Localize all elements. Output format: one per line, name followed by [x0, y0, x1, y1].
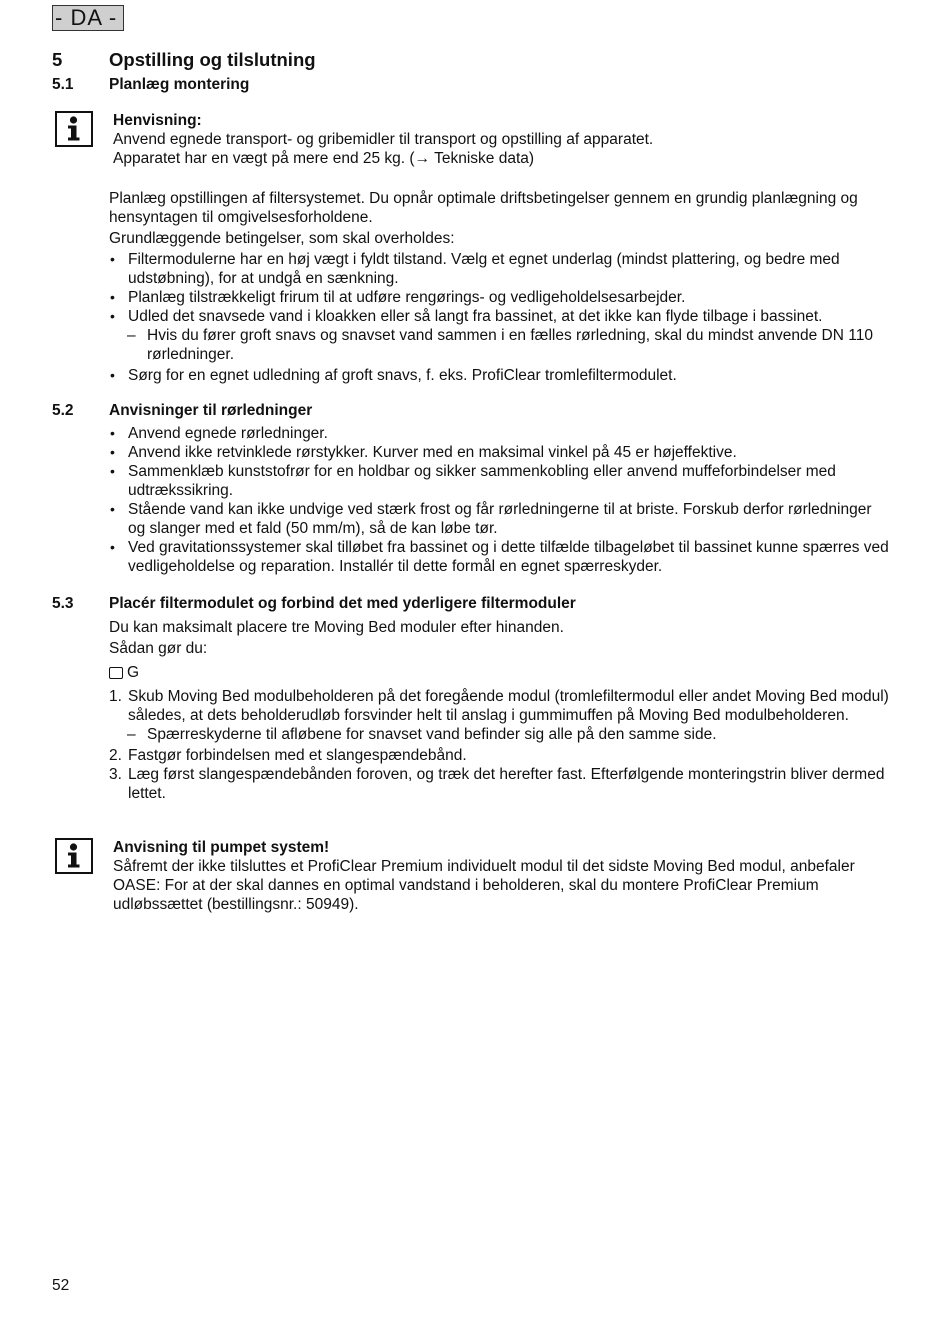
language-tag: - DA -	[52, 5, 124, 31]
note-text: Såfremt der ikke tilsluttes et ProfiClear Premium individuelt modul til det sidste Moving Bed modul, anbefaler OASE: For at der skal dannes en optimal vandstand i beholderen, skal du montere ProfiClear Premium udløbssættet (bestillingsnr.: 50949).	[113, 858, 855, 913]
pipe-guidelines-list	[109, 424, 889, 576]
conditions-list-cont	[109, 366, 889, 385]
note-title: Anvisning til pumpet system!	[113, 839, 330, 856]
pumped-system-note	[113, 838, 883, 914]
step-item	[109, 765, 889, 803]
sub-list-item	[109, 326, 889, 364]
dash-marker: –	[127, 327, 136, 344]
figure-label: G	[127, 664, 140, 681]
sub-step	[109, 725, 889, 744]
note-line: Apparatet har en vægt på mere end 25 kg. (→ Tekniske data)	[113, 150, 535, 167]
list-item: • Filtermodulerne har en høj vægt i fyldt tilstand. Vælg et egnet underlag (mindst plattering, og bedre med udstøbning), for at undgå en sænkning.	[109, 250, 889, 288]
info-icon	[55, 111, 93, 147]
mounting-note	[113, 111, 883, 168]
figure-reference	[109, 663, 889, 682]
step-number: 2.	[109, 747, 122, 764]
info-icon	[55, 838, 93, 874]
step-item	[109, 687, 889, 725]
list-item: • Sørg for en egnet udledning af groft snavs, f. eks. ProfiClear tromlefiltermodulet.	[109, 366, 889, 385]
step-text: Skub Moving Bed modulbeholderen på det foregående modul (tromlefiltermodul eller andet Moving Bed modul) således, at dets beholderudløb forsvinder helt til anslag i gummimuffen på Moving Bed modulbeholderen.	[128, 688, 889, 724]
section-title: Opstilling og tilslutning	[109, 49, 316, 70]
list-item: • Stående vand kan ikke undvige ved stærk frost og får rørledningerne til at briste. Forskub derfor rørledninger og slanger med et fald (50 mm/m), så de kan løbe tør.	[109, 500, 889, 538]
list-item: • Ved gravitationssystemer skal tilløbet fra bassinet og i dette tilfælde tilbageløbet til bassinet kunne spærres ved vedligeholdelse og reparation. Installér til dette formål en egnet spærreskyder.	[109, 538, 889, 576]
subsection-number-5-2: 5.2	[52, 402, 74, 419]
step-number: 3.	[109, 766, 122, 783]
subsection-title-5-2: Anvisninger til rørledninger	[109, 402, 313, 419]
paragraph: Sådan gør du:	[109, 640, 208, 657]
sub-step-text: Spærreskyderne til afløbene for snavset vand befinder sig alle på den samme side.	[147, 726, 717, 743]
dash-marker: –	[127, 726, 136, 743]
subsection-title-5-1: Planlæg montering	[109, 76, 250, 93]
sub-list-text: Hvis du fører groft snavs og snavset vand sammen i en fælles rørledning, skal du mindst anvende DN 110 rørledninger.	[147, 327, 873, 363]
list-item: • Anvend egnede rørledninger.	[109, 424, 889, 443]
section-5-1-body	[109, 189, 889, 385]
step-item	[109, 746, 889, 765]
subsection-number-5-3: 5.3	[52, 595, 74, 612]
list-item: • Planlæg tilstrækkeligt frirum til at udføre rengørings- og vedligeholdelsesarbejder.	[109, 288, 889, 307]
subsection-number-5-1: 5.1	[52, 76, 74, 93]
paragraph: Planlæg opstillingen af filtersystemet. Du opnår optimale driftsbetingelser gennem en grundig planlægning og hensyntagen til omgivelsesforholdene.	[109, 190, 858, 226]
subsection-title-5-3: Placér filtermodulet og forbind det med yderligere filtermoduler	[109, 595, 576, 612]
paragraph: Grundlæggende betingelser, som skal overholdes:	[109, 230, 455, 247]
note-line: Anvend egnede transport- og gribemidler til transport og opstilling af apparatet.	[113, 131, 654, 148]
figure-box-icon	[109, 667, 123, 679]
note-title: Henvisning:	[113, 112, 202, 129]
section-number: 5	[52, 49, 63, 70]
list-item: • Anvend ikke retvinklede rørstykker. Kurver med en maksimal vinkel på 45 er højeffektive.	[109, 443, 889, 462]
steps-list-cont	[109, 746, 889, 803]
step-text: Læg først slangespændebånden foroven, og træk det herefter fast. Efterfølgende monteringstrin bliver dermed lettet.	[128, 766, 885, 802]
list-item: • Udled det snavsede vand i kloakken eller så langt fra bassinet, at det ikke kan flyde tilbage i bassinet.	[109, 307, 889, 326]
conditions-list	[109, 250, 889, 326]
section-5-2-body	[109, 424, 889, 576]
steps-list	[109, 687, 889, 725]
step-text: Fastgør forbindelsen med et slangespændebånd.	[128, 747, 467, 764]
list-item: • Sammenklæb kunststofrør for en holdbar og sikker sammenkobling eller anvend muffeforbindelser med udtrækssikring.	[109, 462, 889, 500]
step-number: 1.	[109, 688, 122, 705]
paragraph: Du kan maksimalt placere tre Moving Bed moduler efter hinanden.	[109, 619, 564, 636]
section-5-3-body	[109, 618, 889, 803]
page-number: 52	[52, 1277, 70, 1294]
